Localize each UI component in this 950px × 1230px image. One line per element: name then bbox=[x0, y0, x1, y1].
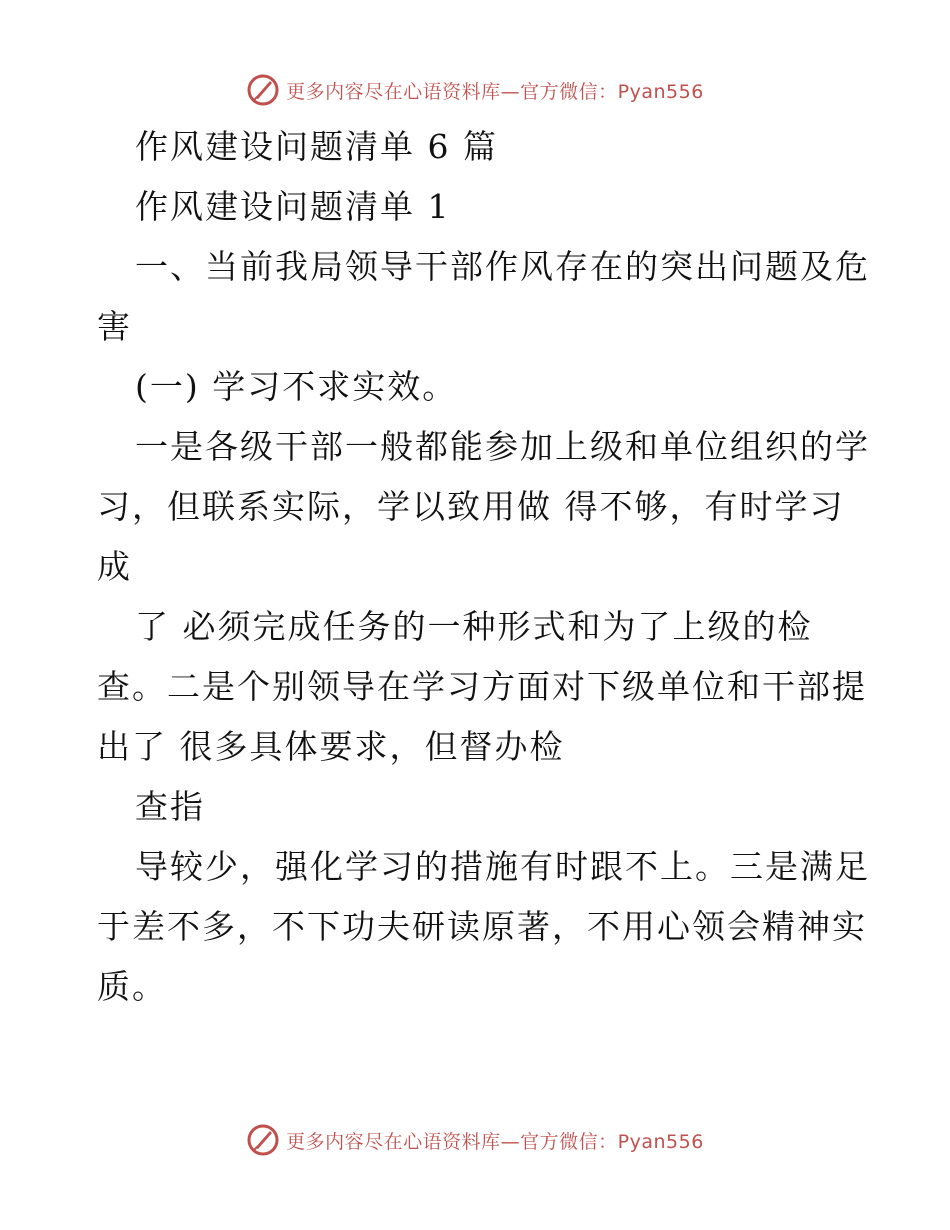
section-heading-cont: 害 bbox=[97, 307, 132, 346]
paragraph-line: 出了 很多具体要求，但督办检 bbox=[97, 727, 565, 766]
subsection-heading: (一) 学习不求实效。 bbox=[135, 367, 458, 406]
paragraph-line: 一是各级干部一般都能参加上级和单位组织的学 bbox=[135, 427, 870, 466]
quill-logo-icon bbox=[246, 73, 280, 107]
paragraph-line: 查。二是个别领导在学习方面对下级单位和干部提 bbox=[97, 667, 867, 706]
quill-logo-icon bbox=[246, 1123, 280, 1157]
watermark-banner-top bbox=[0, 70, 950, 110]
doc-title: 作风建设问题清单 6 篇 bbox=[135, 127, 498, 166]
paragraph-line: 成 bbox=[97, 547, 132, 586]
watermark-text: 更多内容尽在心语资料库—官方微信：Pyan556 bbox=[286, 1130, 704, 1153]
watermark-text: 更多内容尽在心语资料库—官方微信：Pyan556 bbox=[286, 80, 704, 103]
paragraph-line: 习，但联系实际，学以致用做 得不够，有时学习 bbox=[97, 487, 845, 526]
watermark-group bbox=[246, 1123, 704, 1157]
paragraph-line: 质。 bbox=[97, 967, 167, 1006]
paragraph-line: 于差不多，不下功夫研读原著，不用心领会精神实 bbox=[97, 907, 867, 946]
paragraph-line: 了 必须完成任务的一种形式和为了上级的检 bbox=[135, 607, 813, 646]
paragraph-line: 导较少，强化学习的措施有时跟不上。三是满足 bbox=[135, 847, 870, 886]
section-heading: 一、当前我局领导干部作风存在的突出问题及危 bbox=[135, 247, 870, 286]
watermark-banner-bottom bbox=[0, 1120, 950, 1160]
watermark-group bbox=[246, 73, 704, 107]
paragraph-line: 查指 bbox=[135, 787, 205, 826]
doc-subtitle: 作风建设问题清单 1 bbox=[135, 187, 451, 226]
